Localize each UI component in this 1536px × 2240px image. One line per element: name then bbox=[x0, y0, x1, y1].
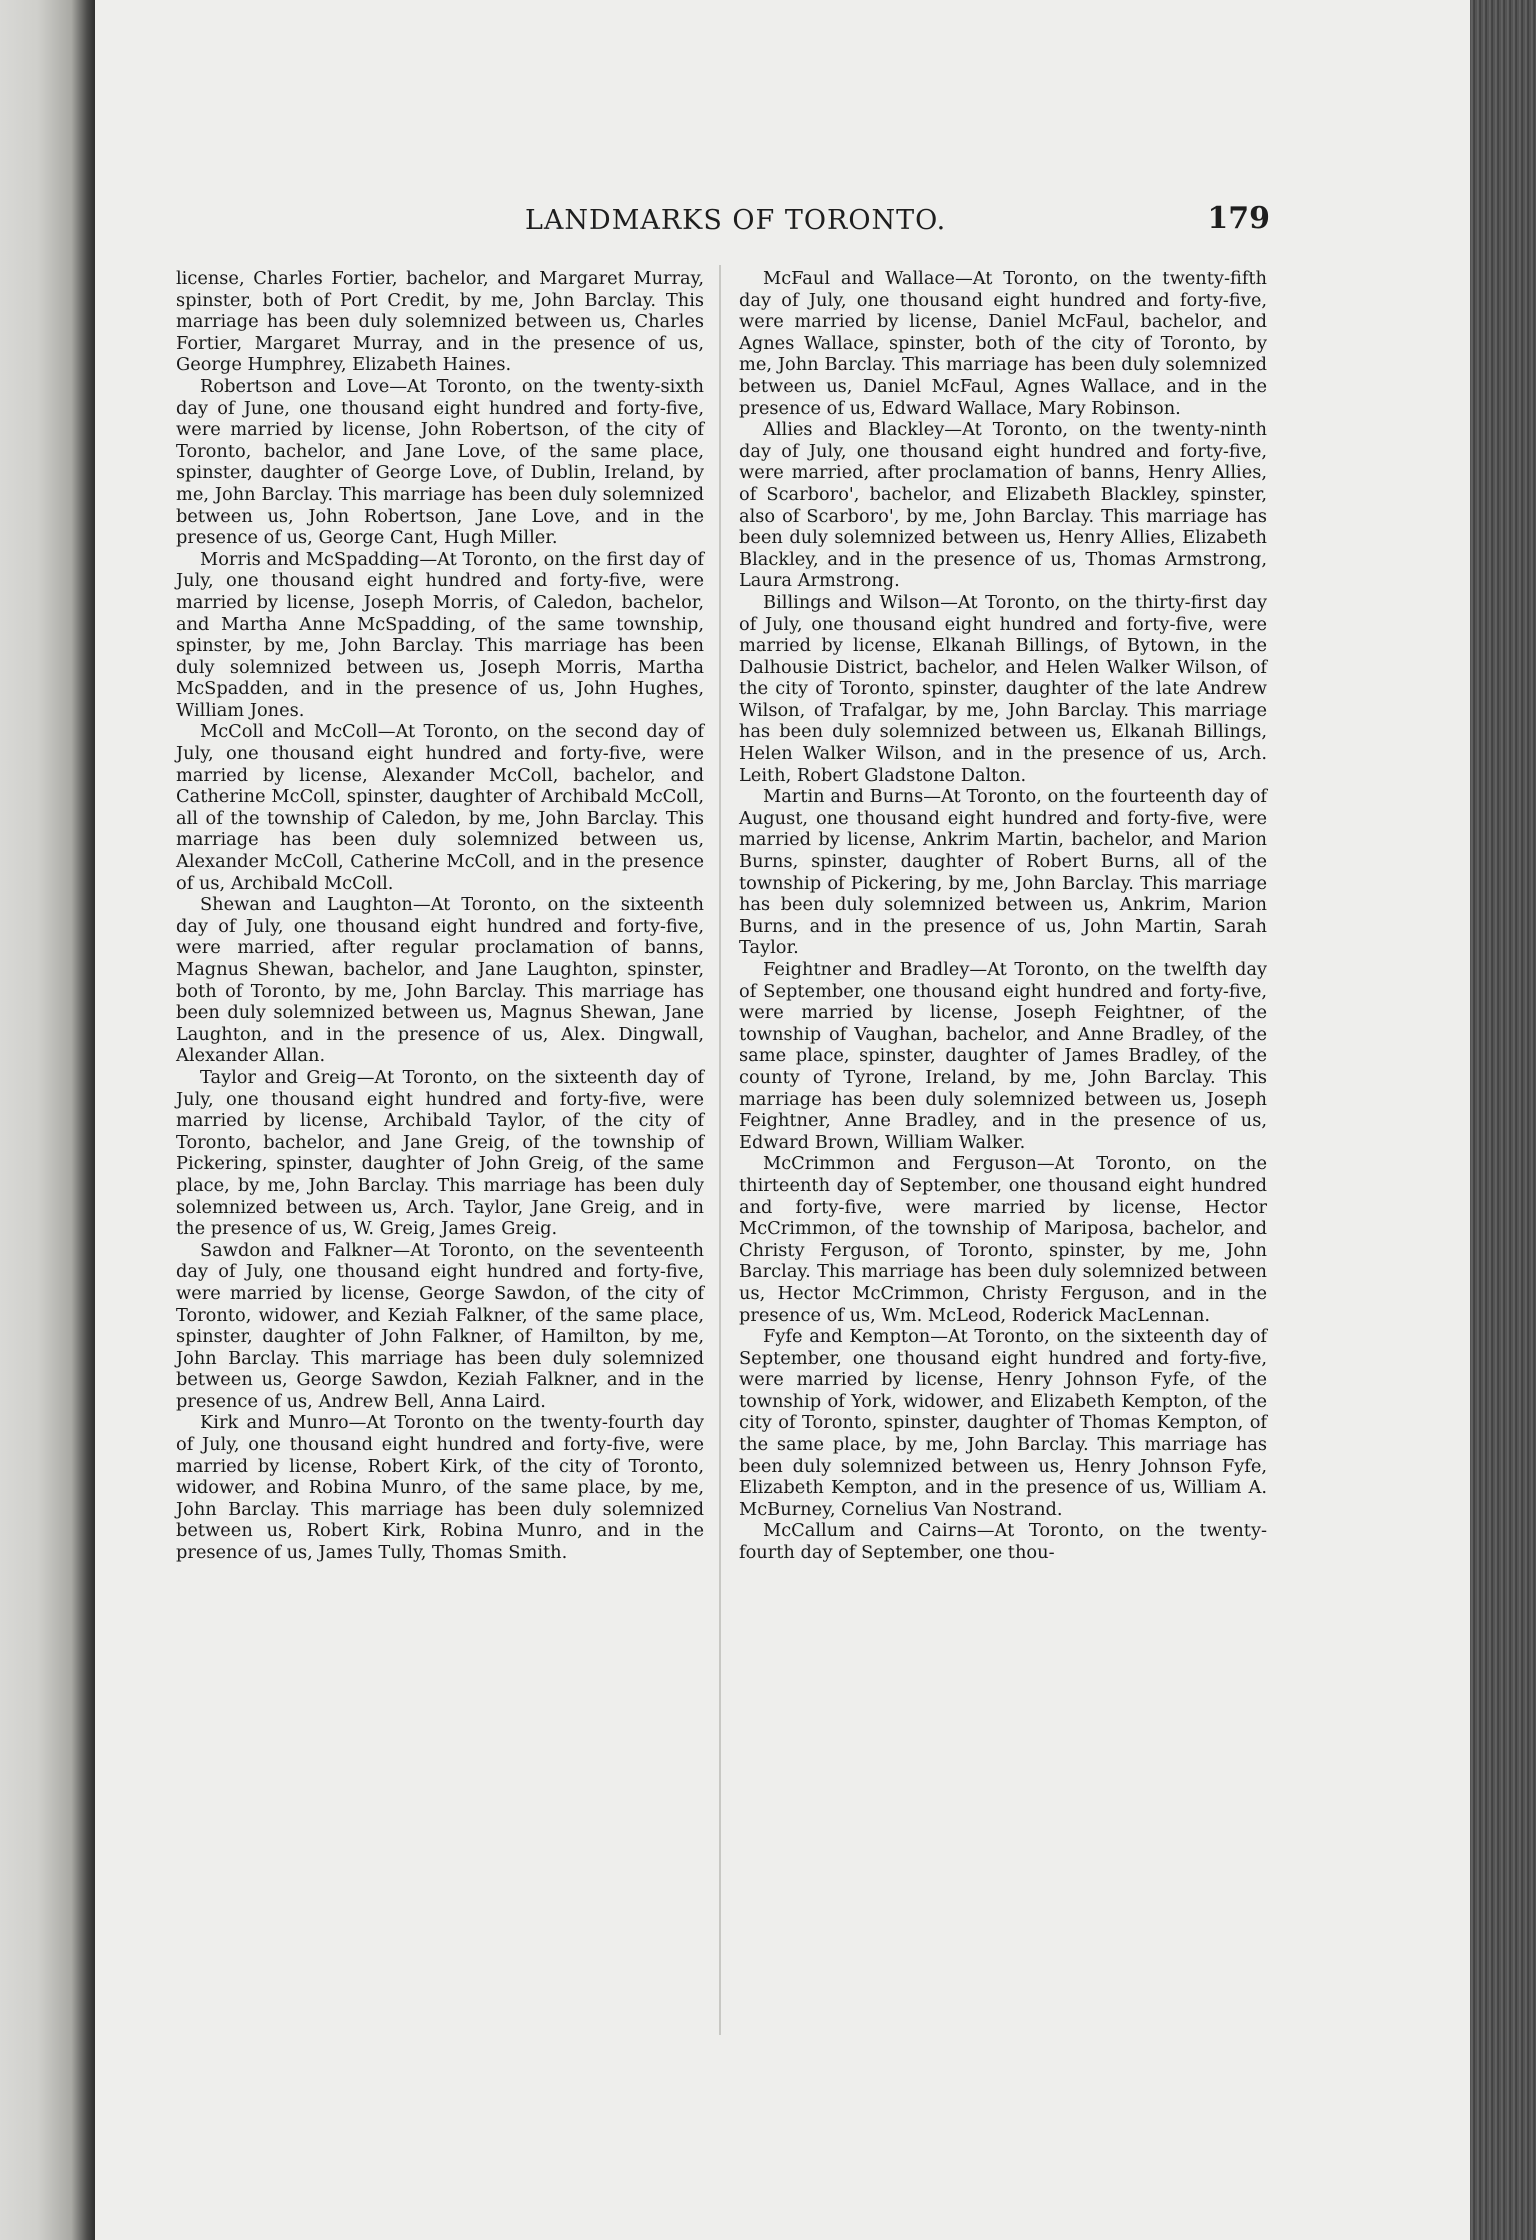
running-title: LANDMARKS OF TORONTO. bbox=[525, 205, 947, 236]
marriage-entry: Feightner and Bradley—At Toronto, on the twelfth day of September, one thousand eight hundred and forty-five, were married by license, Joseph Feightner, of the township of Vaughan, bachelor, and Anne Bradley, of the same place, spinster, daughter of James Bradley, of the county of Tyrone, Ireland, by me, John Barclay. This marriage has been duly solemnized between us, Joseph Feightner, Anne Bradley, and in the presence of us, Edward Brown, William Walker. bbox=[739, 959, 1267, 1153]
marriage-entry: Kirk and Munro—At Toronto on the twenty-fourth day of July, one thousand eight hundred and forty-five, were married by license, Robert Kirk, of the city of Toronto, widower, and Robina Munro, of the same place, by me, John Barclay. This marriage has been duly solemnized between us, Robert Kirk, Robina Munro, and in the presence of us, James Tully, Thomas Smith. bbox=[176, 1412, 704, 1564]
running-header bbox=[220, 201, 1270, 245]
marriage-entry: Sawdon and Falkner—At Toronto, on the seventeenth day of July, one thousand eight hundred and forty-five, were married by license, George Sawdon, of the city of Toronto, widower, and Keziah Falkner, of the same place, spinster, daughter of John Falkner, of Hamilton, by me, John Barclay. This marriage has been duly solemnized between us, George Sawdon, Keziah Falkner, and in the presence of us, Andrew Bell, Anna Laird. bbox=[176, 1239, 704, 1412]
page-stack-edge bbox=[1470, 0, 1536, 2240]
marriage-entry: Morris and McSpadding—At Toronto, on the first day of July, one thousand eight hundred and forty-five, were married by license, Joseph Morris, of Caledon, bachelor, and Martha Anne McSpadding, of the same township, spinster, by me, John Barclay. This marriage has been duly solemnized between us, Joseph Morris, Martha McSpadden, and in the presence of us, John Hughes, William Jones. bbox=[176, 548, 704, 721]
marriage-entry: Martin and Burns—At Toronto, on the fourteenth day of August, one thousand eight hundred and forty-five, were married by license, Ankrim Martin, bachelor, and Marion Burns, spinster, daughter of Robert Burns, all of the township of Pickering, by me, John Barclay. This marriage has been duly solemnized between us, Ankrim, Marion Burns, and in the presence of us, John Martin, Sarah Taylor. bbox=[739, 786, 1267, 959]
marriage-entry: McCrimmon and Ferguson—At Toronto, on the thirteenth day of September, one thousand eight hundred and forty-five, were married by license, Hector McCrimmon, of the township of Mariposa, bachelor, and Christy Ferguson, of Toronto, spinster, by me, John Barclay. This marriage has been duly solemnized between us, Hector McCrimmon, Christy Ferguson, and in the presence of us, Wm. McLeod, Roderick MacLennan. bbox=[739, 1153, 1267, 1326]
left-column bbox=[176, 268, 704, 1564]
marriage-entry: McColl and McColl—At Toronto, on the second day of July, one thousand eight hundred and forty-five, were married by license, Alexander McColl, bachelor, and Catherine McColl, spinster, daughter of Archibald McColl, all of the township of Caledon, by me, John Barclay. This marriage has been duly solemnized between us, Alexander McColl, Catherine McColl, and in the presence of us, Archibald McColl. bbox=[176, 721, 704, 894]
marriage-entry: Robertson and Love—At Toronto, on the twenty-sixth day of June, one thousand eight hundred and forty-five, were married by license, John Robertson, of the city of Toronto, bachelor, and Jane Love, of the same place, spinster, daughter of George Love, of Dublin, Ireland, by me, John Barclay. This marriage has been duly solemnized between us, John Robertson, Jane Love, and in the presence of us, George Cant, Hugh Miller. bbox=[176, 375, 704, 549]
right-column bbox=[739, 268, 1267, 1564]
marriage-entry: McCallum and Cairns—At Toronto, on the twenty-fourth day of September, one thou- bbox=[739, 1520, 1267, 1564]
marriage-entry: Allies and Blackley—At Toronto, on the twenty-ninth day of July, one thousand eight hundred and forty-five, were married, after proclamation of banns, Henry Allies, of Scarboro', bachelor, and Elizabeth Blackley, spinster, also of Scarboro', by me, John Barclay. This marriage has been duly solemnized between us, Henry Allies, Elizabeth Blackley, and in the presence of us, Thomas Armstrong, Laura Armstrong. bbox=[739, 419, 1267, 592]
page-number: 179 bbox=[1207, 201, 1270, 236]
marriage-entry: license, Charles Fortier, bachelor, and Margaret Murray, spinster, both of Port Credit, by me, John Barclay. This marriage has been duly solemnized between us, Charles Fortier, Margaret Murray, and in the presence of us, George Humphrey, Elizabeth Haines. bbox=[176, 268, 704, 376]
marriage-entry: Taylor and Greig—At Toronto, on the sixteenth day of July, one thousand eight hundred and forty-five, were married by license, Archibald Taylor, of the city of Toronto, bachelor, and Jane Greig, of the township of Pickering, spinster, daughter of John Greig, of the same place, by me, John Barclay. This marriage has been duly solemnized between us, Arch. Taylor, Jane Greig, and in the presence of us, W. Greig, James Greig. bbox=[176, 1066, 704, 1240]
column-divider bbox=[719, 265, 721, 2035]
facing-page-edge bbox=[0, 0, 95, 2240]
marriage-entry: Shewan and Laughton—At Toronto, on the sixteenth day of July, one thousand eight hundred and forty-five, were married, after regular proclamation of banns, Magnus Shewan, bachelor, and Jane Laughton, spinster, both of Toronto, by me, John Barclay. This marriage has been duly solemnized between us, Magnus Shewan, Jane Laughton, and in the presence of us, Alex. Dingwall, Alexander Allan. bbox=[176, 894, 704, 1067]
marriage-entry: McFaul and Wallace—At Toronto, on the twenty-fifth day of July, one thousand eight hundred and forty-five, were married by license, Daniel McFaul, bachelor, and Agnes Wallace, spinster, both of the city of Toronto, by me, John Barclay. This marriage has been duly solemnized between us, Daniel McFaul, Agnes Wallace, and in the presence of us, Edward Wallace, Mary Robinson. bbox=[739, 268, 1267, 419]
marriage-entry: Billings and Wilson—At Toronto, on the thirty-first day of July, one thousand eight hundred and forty-five, were married by license, Elkanah Billings, of Bytown, in the Dalhousie District, bachelor, and Helen Walker Wilson, of the city of Toronto, spinster, daughter of the late Andrew Wilson, of Trafalgar, by me, John Barclay. This marriage has been duly solemnized between us, Elkanah Billings, Helen Walker Wilson, and in the presence of us, Arch. Leith, Robert Gladstone Dalton. bbox=[739, 591, 1267, 786]
marriage-entry: Fyfe and Kempton—At Toronto, on the sixteenth day of September, one thousand eight hundred and forty-five, were married by license, Henry Johnson Fyfe, of the township of York, widower, and Elizabeth Kempton, of the city of Toronto, spinster, daughter of Thomas Kempton, of the same place, by me, John Barclay. This marriage has been duly solemnized between us, Henry Johnson Fyfe, Elizabeth Kempton, and in the presence of us, William A. McBurney, Cornelius Van Nostrand. bbox=[739, 1326, 1267, 1520]
